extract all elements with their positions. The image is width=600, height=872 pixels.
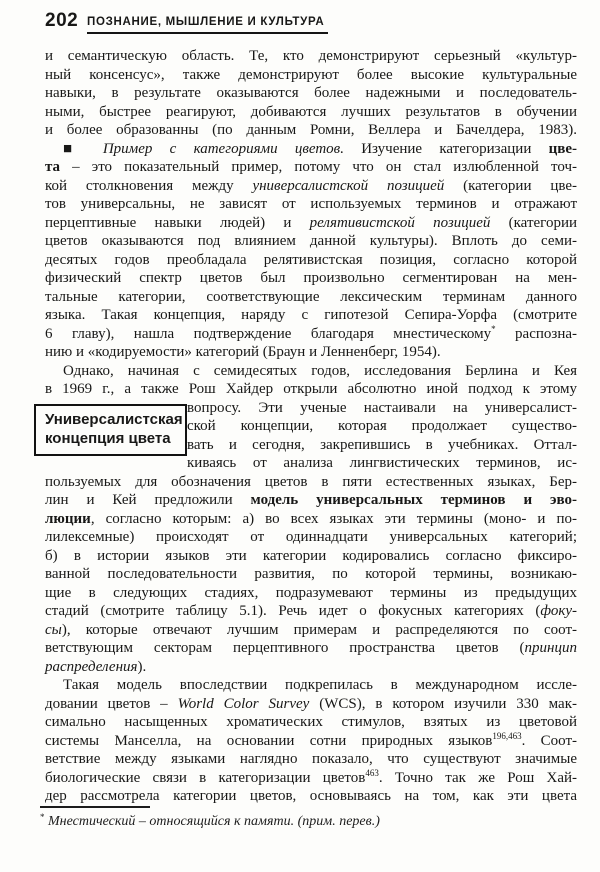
footnote-body: Мнестический – относящийся к памяти. (прим. перев.) [48,814,380,829]
text-run: в 1969 г., а также Рош Хайдер открыли абсолютно иной подход к этому [45,381,577,397]
text-line [45,732,577,751]
text-run: фоку- [540,603,577,619]
text-run: Изучение категоризации [343,140,549,157]
text-run: та [45,159,61,175]
text-run: ными, быстрее реагируют, добиваются лучших результатов в обучении [45,103,577,120]
text-line [45,140,577,159]
text-line [45,306,577,325]
text-run: ской концепции, которая продолжает существо- [187,418,577,434]
text-line [45,454,577,473]
text-run: ■ [63,140,103,157]
text-run: . Соот- [521,732,577,749]
text-line [45,380,577,399]
text-run: и семантическую область. Те, кто демонстрируют серьезный «культур- [45,48,577,64]
text-line [45,565,577,584]
text-line [45,510,577,529]
text-line [45,121,577,140]
text-run: перцептивные навыки людей) и [45,214,310,231]
text-run: щие в следующих стадиях, подразумевают термины из предыдущих [45,584,577,601]
text-run: симально насыщенных хроматических стимулов, взятых из цветовой [45,714,577,730]
text-line [45,251,577,270]
text-run: – это показательный пример, потому что он стал излюбленной точ- [60,159,577,175]
page-number: 202 [45,10,79,31]
text-run: цве- [548,140,577,157]
text-run: модель универсальных терминов и эво- [250,492,577,508]
text-line [45,584,577,603]
paragraph-2 [45,140,577,362]
text-run: ), которые отвечают лучшим примерам и распределяются по соот- [61,621,577,638]
text-run: ). [137,658,147,675]
text-run: сы [45,621,62,638]
text-run: б) в истории языков эти категории кодировались согласно фиксиро- [45,547,577,564]
text-run: лин и Кей предложили [45,492,251,508]
text-run: языка. Такая концепция, наряду с гипотезой Сепира-Уорфа (смотрите [45,307,577,323]
text-run: (WCS), в котором изучили 330 мак- [309,695,577,712]
text-line [45,602,577,621]
text-run: пользуемых для обозначения цветов в пяти естественных языках, Бер- [45,473,577,490]
text-line [45,269,577,288]
text-line [45,325,577,344]
text-line [45,621,577,640]
text-run: World Color Survey [177,695,310,712]
text-line [45,769,577,788]
margin-note-line-2: концепция цвета [45,430,171,447]
text-run: универсалистской позицией [252,177,445,194]
text-line [45,214,577,233]
text-line [45,177,577,196]
text-run: 196,463 [492,731,522,741]
text-run: распределения [45,658,138,675]
text-run: довании цветов – [45,695,178,712]
text-line [45,547,577,566]
text-line [45,343,577,362]
text-run: ветствующим секторам перцептивного пространства цветов ( [45,640,525,656]
text-run: десятых годов преобладала релятивистская позиция, согласно которой [45,251,577,268]
text-run: нию и «кодируемости» категорий (Браун и Ленненберг, 1954). [45,344,441,360]
text-run: распозна- [495,325,577,342]
text-run: (категории [490,214,577,231]
text-line [45,695,577,714]
text-run: . Точно так же Рош Хай- [378,769,577,786]
text-line [45,528,577,547]
text-run: тов универсальны, не зависят от используемых терминов и отражают [45,196,577,212]
text-run: физический спектр цветов был произвольно сегментирован на мен- [45,270,577,286]
text-line [45,658,577,677]
text-line [45,288,577,307]
text-run: навыки, в результате оказываются более надежными и последователь- [45,85,577,101]
footnote-rule [40,806,150,808]
text-line [45,232,577,251]
text-line [45,195,577,214]
text-line [45,84,577,103]
text-run: стадий (смотрите таблицу 5.1). Речь идет о фокусных категориях ( [45,603,541,619]
text-run: цветов оказываются под влиянием данной культуры). Вплоть до семи- [45,233,577,249]
text-line [45,639,577,658]
text-run: ванной последовательности развития, по которой термины, возникаю- [45,566,577,582]
footnote-text [40,813,560,830]
text-line [45,491,577,510]
paragraph-4 [45,676,577,806]
text-run: тальные категории, соответствующие лексическим терминам данного [45,288,577,305]
text-line [45,47,577,66]
text-line [45,713,577,732]
text-run: дер рассмотрела категории цветов, основываясь на том, как эти цвета [45,788,577,804]
text-run: 463 [365,768,379,778]
text-line [45,676,577,695]
text-line [45,103,577,122]
text-run: киваясь от анализа лингвистических терминов, ис- [187,455,577,471]
text-run: релятивистской позицией [309,214,491,231]
text-run: 6 главу), нашла подтверждение благодаря мнестическому [45,325,492,342]
text-run: Однако, начиная с семидесятых годов, исследования Берлина и Кея [63,362,577,379]
text-line [45,750,577,769]
margin-note-box [34,404,187,456]
text-run: вать и сегодня, закрепившись в учебниках. Оттал- [187,436,577,453]
text-run: (категории цве- [444,177,577,194]
footnote-marker: * [40,812,45,822]
text-line [45,362,577,381]
paragraph-1 [45,47,577,140]
text-run: биологические связи в категоризации цветов [45,769,366,786]
text-run: Пример с категориями цветов. [102,140,344,157]
text-run: системы Манселла, на основании сотни природных языков [45,732,493,749]
margin-note-line-1: Универсалистская [45,411,183,428]
text-run: лилексемные) происходят от одиннадцати универсальных категорий; [45,529,577,545]
text-run: ный консенсус», также демонстрируют более высокие культуральные [45,66,577,83]
text-run: Такая модель впоследствии подкрепилась в международном иссле- [63,677,577,693]
text-run: * [491,324,496,334]
text-run: люции [45,510,91,527]
running-title: ПОЗНАНИЕ, МЫШЛЕНИЕ И КУЛЬТУРА [87,16,328,34]
text-run: принцип [524,640,577,656]
text-run: вопросу. Эти ученые настаивали на универсалист- [187,399,577,416]
text-run: и более образованны (по данным Ромни, Веллера и Бачелдера, 1983). [45,122,577,138]
text-run: ветствие между языками наглядно показало, что существуют значимые [45,751,577,767]
text-line [45,787,577,806]
text-line [45,158,577,177]
text-run: кой столкновения между [45,177,253,194]
text-line [45,66,577,85]
text-line [45,473,577,492]
footnote [40,806,560,830]
text-run: , согласно которым: а) во всех языках эти термины (моно- и по- [90,510,577,527]
